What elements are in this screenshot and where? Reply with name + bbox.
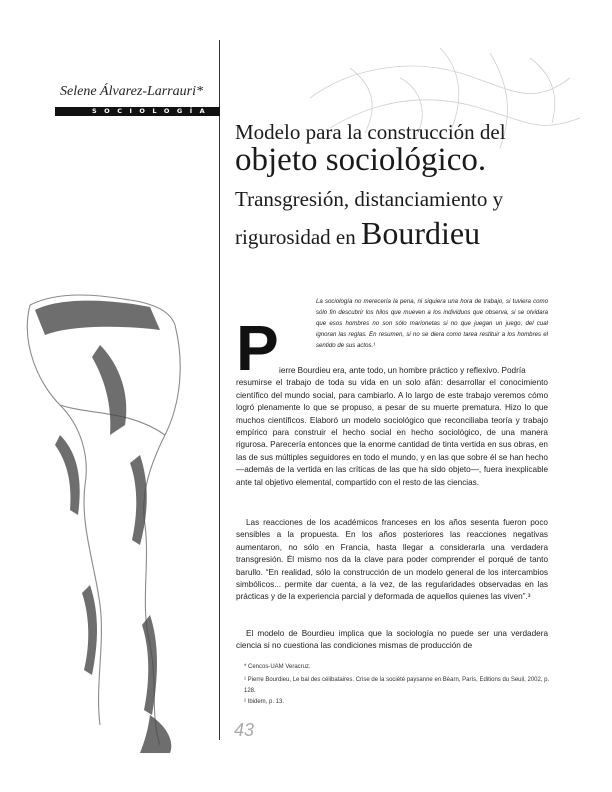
title-line-4 bbox=[235, 215, 480, 252]
title-line-2: objeto sociológico. bbox=[235, 142, 487, 178]
paragraph-1-rest: resumirse el trabajo de toda su vida en un solo afán: desarrollar el conocimiento científico del mundo social, para cambiarlo. A lo largo de este trabajo veremos cómo logró plenamente lo que se propuso, a pesar de su muerte prematura. Hizo lo que muchos científicos. Elaboró un modelo sociológico que reconciliaba teoría y trabajo empírico para construir el hecho social en hecho sociológico, de una manera rigurosa. Parecería entonces que la enorme cantidad de tinta vertida en sus obras, en las de sus múltiples seguidores en todo el mundo, y en las que sobre él se han hecho —además de la vertida en las críticas de las que ha sido objeto—, fuera inexplicable ante tal objetivo elemental, compartido con el resto de las ciencias. bbox=[236, 378, 548, 487]
section-label: SOCIOLOGÍA bbox=[92, 107, 213, 115]
footnote: * Cencos-UAM Veracruz. bbox=[244, 664, 311, 670]
title-line-4-small: rigurosidad en bbox=[235, 225, 361, 249]
body-paragraph-2: Las reacciones de los académicos franceses en los años sesenta fueron poco sensibles a la propuesta. En los años posteriores las reacciones negativas aumentaron, no sólo en Francia, hasta llegar a considerarla una verdadera transgresión. Él mismo nos da la clave para poder comprender el porqué de tanto barullo. “En realidad, sólo la construcción de un modelo general de los intercambios simbólicos... permite dar cuenta, a la vez, de las regularidades observadas en las prácticas y de la experiencia parcial y deformada de aquellos quienes las viven”.³ bbox=[236, 518, 548, 602]
epigraph: La sociología no merecería la pena, ni siquiera una hora de trabajo, si tuviera como sólo fin descubrir los hilos que mueven a los individuos que observa, si se olvidara que esos hombres no son sólo marionetas si no que juegan un juego, del cual ignoran las reglas. En resumen, si no se diera como tarea restituir a los hombres el sentido de sus actos.¹ bbox=[316, 298, 548, 349]
footnote: ¹ Pierre Bourdieu, Le bal des célibataires. Crise de la société paysanne en Béarn, París, Editions du Seuil, 2002, p. 128. bbox=[244, 677, 550, 694]
title-line-3: Transgresión, distanciamiento y bbox=[235, 187, 504, 211]
sketch-illustration-figure bbox=[0, 285, 228, 755]
title-line-4-big: Bourdieu bbox=[360, 215, 481, 251]
body-paragraph-1 bbox=[236, 365, 548, 489]
vertical-rule bbox=[219, 40, 220, 740]
title-line-1: Modelo para la construcción del bbox=[235, 120, 506, 144]
author-name: Selene Álvarez-Larrauri* bbox=[60, 84, 203, 99]
drop-cap: P bbox=[236, 312, 279, 384]
body-paragraph-3: El modelo de Bourdieu implica que la sociología no puede ser una verdadera ciencia si no cuestiona las condiciones mismas de producción de bbox=[236, 629, 548, 651]
footnote: ² Ibidem, p. 13. bbox=[244, 699, 285, 705]
page-number: 43 bbox=[234, 720, 255, 740]
paragraph-1-first-line: ierre Bourdieu era, ante todo, un hombre práctico y reflexivo. Podría bbox=[279, 366, 526, 375]
